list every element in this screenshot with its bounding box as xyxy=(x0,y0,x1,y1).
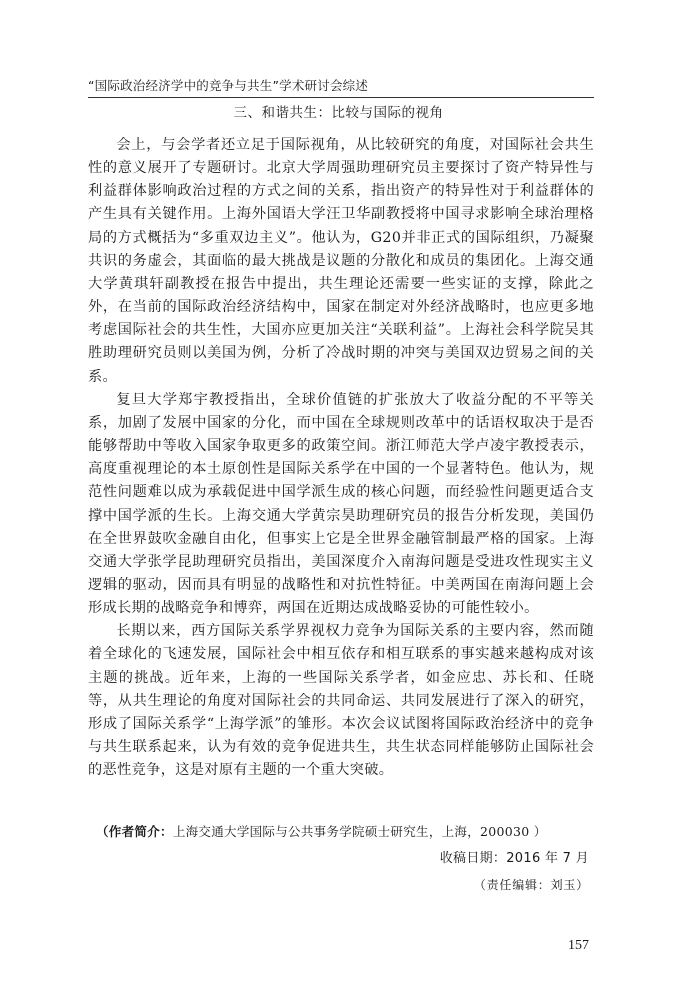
paragraph-3: 长期以来，西方国际关系学界视权力竞争为国际关系的主要内容，然而随着全球化的飞速发展，国际社会中相互依存和相互联系的事实越来越构成对该主题的挑战。近年来，上海的一些国际关系学者，如金应忠、苏长和、任晓等，从共生理论的角度对国际社会的共同命运、共同发展进行了深入的研究，形成了国际关系学“上海学派”的雏形。本次会议试图将国际政治经济中的竞争与共生联系起来，认为有效的竞争促进共生，共生状态同样能够防止国际社会的恶性竞争，这是对原有主题的一个重大突破。 xyxy=(88,623,594,779)
author-note-label: （作者简介： xyxy=(96,824,173,839)
paragraph-1: 会上，与会学者还立足于国际视角，从比较研究的角度，对国际社会共生性的意义展开了专题研讨。北京大学周强助理研究员主要探讨了资产特异性与利益群体影响政治过程的方式之间的关系，指出资产的特异性对于利益群体的产生具有关键作用。上海外国语大学汪卫华副教授将中国寻求影响全球治理格局的方式概括为“多重双边主义”。他认为，G20并非正式的国际组织，乃凝聚共识的务虚会，其面临的最大挑战是议题的分散化和成员的集团化。上海交通大学黄琪轩副教授在报告中提出，共生理论还需要一些实证的支撑，除此之外，在当前的国际政治经济结构中，国家在制定对外经济战略时，也应更多地考虑国际社会的共生性，大国亦应更加关注“关联利益”。上海社会科学院吴其胜助理研究员则以美国为例，分析了冷战时期的冲突与美国双边贸易之间的关系。 xyxy=(88,137,594,385)
header-rule xyxy=(88,97,594,98)
section-heading: 三、和谐共生：比较与国际的视角 xyxy=(233,105,444,121)
page-number: 157 xyxy=(568,938,589,953)
running-header-title: “国际政治经济学中的竞争与共生”学术研讨会综述 xyxy=(88,78,369,93)
received-date: 收稿日期：2016 年 7 月 xyxy=(439,851,589,866)
body-text xyxy=(88,134,594,782)
author-note xyxy=(96,824,596,840)
editor-credit: （责任编辑：刘玉） xyxy=(473,878,589,892)
author-note-text: 上海交通大学国际与公共事务学院硕士研究生，上海，200030 ） xyxy=(172,824,547,839)
paragraph-2: 复旦大学郑宇教授指出，全球价值链的扩张放大了收益分配的不平等关系，加剧了发展中国家的分化，而中国在全球规则改革中的话语权取决于是否能够帮助中等收入国家争取更多的政策空间。浙江师范大学卢凌宇教授表示，高度重视理论的本土原创性是国际关系学在中国的一个显著特色。他认为，规范性问题难以成为承载促进中国学派生成的核心问题，而经验性问题更适合支撑中国学派的生长。上海交通大学黄宗昊助理研究员的报告分析发现，美国仍在全世界鼓吹金融自由化，但事实上它是全世界金融管制最严格的国家。上海交通大学张学昆助理研究员指出，美国深度介入南海问题是受进攻性现实主义逻辑的驱动，因而具有明显的战略性和对抗性特征。中美两国在南海问题上会形成长期的战略竞争和博弈，两国在近期达成战略妥协的可能性较小。 xyxy=(88,391,594,617)
